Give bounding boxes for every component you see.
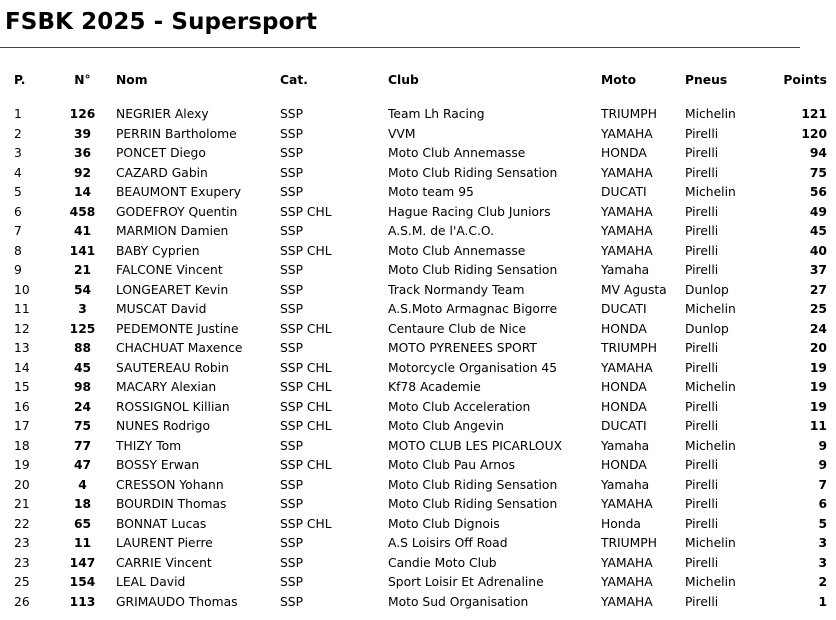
- cell-number: 458: [69, 204, 96, 219]
- cell-number: 88: [73, 341, 92, 355]
- cell-points: 56: [809, 185, 827, 199]
- cell-position: 26: [14, 594, 30, 609]
- cell-category: SSP: [280, 126, 304, 141]
- cell-points: 19: [809, 360, 827, 375]
- cell-position: 20: [14, 477, 30, 492]
- cell-tyres: Michelin: [685, 107, 736, 121]
- cell-points: 75: [809, 165, 827, 180]
- cell-name: CARRIE Vincent: [116, 555, 212, 570]
- cell-number: 3: [78, 302, 87, 316]
- cell-name: BOURDIN Thomas: [116, 497, 227, 511]
- cell-tyres: Michelin: [685, 438, 736, 453]
- cell-bike: YAMAHA: [601, 594, 653, 609]
- table-row: [0, 359, 836, 379]
- cell-number: 24: [73, 399, 92, 414]
- cell-category: SSP: [280, 282, 304, 297]
- cell-tyres: Dunlop: [685, 282, 729, 297]
- cell-category: SSP CHL: [280, 458, 332, 472]
- cell-club: VVM: [388, 126, 416, 141]
- cell-category: SSP: [280, 107, 304, 121]
- cell-position: 16: [14, 399, 30, 414]
- cell-position: 9: [14, 263, 22, 277]
- cell-points: 5: [818, 516, 827, 531]
- cell-position: 25: [14, 575, 30, 589]
- cell-category: SSP CHL: [280, 516, 332, 531]
- cell-tyres: Pirelli: [685, 204, 719, 219]
- cell-tyres: Michelin: [685, 185, 736, 199]
- cell-points: 45: [809, 224, 827, 238]
- cell-name: BABY Cyprien: [116, 243, 200, 258]
- cell-club: A.S.M. de l'A.C.O.: [388, 224, 495, 238]
- cell-number: 54: [73, 282, 92, 297]
- cell-category: SSP CHL: [280, 360, 332, 375]
- cell-bike: Yamaha: [601, 477, 650, 492]
- cell-club: MOTO PYRENEES SPORT: [388, 341, 537, 355]
- cell-position: 5: [14, 185, 22, 199]
- table-row: [0, 203, 836, 223]
- header-name: Nom: [116, 73, 148, 87]
- cell-bike: HONDA: [601, 321, 647, 336]
- table-row: [0, 476, 836, 496]
- cell-tyres: Pirelli: [685, 243, 719, 258]
- header-category: Cat.: [280, 73, 308, 87]
- cell-tyres: Pirelli: [685, 165, 719, 180]
- cell-bike: TRIUMPH: [601, 341, 657, 355]
- cell-club: A.S.Moto Armagnac Bigorre: [388, 302, 558, 316]
- cell-club: Moto Sud Organisation: [388, 594, 529, 609]
- cell-position: 11: [14, 302, 30, 316]
- cell-tyres: Michelin: [685, 380, 736, 394]
- cell-number: 147: [69, 555, 96, 570]
- cell-tyres: Pirelli: [685, 360, 719, 375]
- cell-club: Moto Club Acceleration: [388, 399, 531, 414]
- table-row: [0, 222, 836, 242]
- table-row: [0, 398, 836, 418]
- cell-position: 15: [14, 380, 30, 394]
- table-row: [0, 183, 836, 203]
- cell-category: SSP: [280, 555, 304, 570]
- cell-points: 7: [818, 477, 827, 492]
- cell-club: Moto Club Annemasse: [388, 146, 526, 160]
- cell-number: 11: [73, 536, 92, 550]
- cell-bike: YAMAHA: [601, 165, 653, 180]
- cell-club: Moto Club Angevin: [388, 419, 504, 433]
- cell-number: 126: [69, 107, 96, 121]
- cell-name: PONCET Diego: [116, 146, 206, 160]
- cell-bike: HONDA: [601, 458, 647, 472]
- cell-position: 23: [14, 555, 30, 570]
- cell-points: 3: [818, 555, 827, 570]
- cell-name: MACARY Alexian: [116, 380, 217, 394]
- cell-name: BEAUMONT Exupery: [116, 185, 242, 199]
- cell-tyres: Michelin: [685, 536, 736, 550]
- cell-club: Moto Club Dignois: [388, 516, 500, 531]
- cell-points: 19: [809, 399, 827, 414]
- cell-number: 41: [73, 224, 92, 238]
- cell-bike: HONDA: [601, 380, 647, 394]
- cell-position: 18: [14, 438, 30, 453]
- cell-bike: DUCATI: [601, 419, 647, 433]
- cell-bike: Yamaha: [601, 438, 650, 453]
- cell-number: 125: [69, 321, 96, 336]
- cell-number: 4: [78, 477, 87, 492]
- cell-name: ROSSIGNOL Killian: [116, 399, 230, 414]
- cell-club: Moto Club Riding Sensation: [388, 263, 558, 277]
- cell-tyres: Pirelli: [685, 419, 719, 433]
- cell-points: 1: [818, 594, 827, 609]
- header-points: Points: [783, 73, 827, 87]
- table-row: [0, 417, 836, 437]
- header-number: N°: [74, 73, 91, 87]
- cell-bike: YAMAHA: [601, 224, 653, 238]
- cell-tyres: Pirelli: [685, 516, 719, 531]
- cell-points: 40: [809, 243, 827, 258]
- cell-club: Candie Moto Club: [388, 555, 497, 570]
- table-row: [0, 164, 836, 184]
- cell-tyres: Pirelli: [685, 126, 719, 141]
- cell-number: 45: [73, 360, 92, 375]
- cell-category: SSP CHL: [280, 380, 332, 394]
- cell-points: 2: [818, 575, 827, 589]
- cell-name: THIZY Tom: [116, 438, 182, 453]
- table-row: [0, 573, 836, 593]
- cell-number: 14: [73, 185, 92, 199]
- cell-name: NEGRIER Alexy: [116, 107, 209, 121]
- cell-position: 21: [14, 497, 30, 511]
- standings-table: [0, 70, 836, 612]
- table-row: [0, 534, 836, 554]
- cell-name: BONNAT Lucas: [116, 516, 207, 531]
- cell-bike: YAMAHA: [601, 243, 653, 258]
- cell-position: 13: [14, 341, 30, 355]
- cell-bike: DUCATI: [601, 185, 647, 199]
- cell-club: Track Normandy Team: [388, 282, 525, 297]
- cell-bike: YAMAHA: [601, 555, 653, 570]
- cell-category: SSP CHL: [280, 204, 332, 219]
- table-row: [0, 125, 836, 145]
- cell-points: 6: [818, 497, 827, 511]
- table-row: [0, 261, 836, 281]
- cell-points: 19: [809, 380, 827, 394]
- cell-name: BOSSY Erwan: [116, 458, 200, 472]
- cell-category: SSP: [280, 497, 304, 511]
- title-divider: [0, 47, 800, 48]
- header-club: Club: [388, 73, 419, 87]
- cell-points: 94: [809, 146, 827, 160]
- cell-bike: HONDA: [601, 399, 647, 414]
- cell-name: LEAL David: [116, 575, 186, 589]
- cell-tyres: Pirelli: [685, 399, 719, 414]
- table-header-row: [0, 70, 836, 91]
- cell-number: 36: [73, 146, 92, 160]
- cell-number: 21: [73, 263, 92, 277]
- cell-category: SSP: [280, 594, 304, 609]
- table-row: [0, 242, 836, 262]
- cell-club: Moto team 95: [388, 185, 474, 199]
- header-tyres: Pneus: [685, 73, 728, 87]
- cell-position: 14: [14, 360, 30, 375]
- cell-position: 10: [14, 282, 30, 297]
- cell-tyres: Michelin: [685, 575, 736, 589]
- cell-tyres: Pirelli: [685, 263, 719, 277]
- table-row: [0, 378, 836, 398]
- cell-name: GODEFROY Quentin: [116, 204, 238, 219]
- cell-position: 23: [14, 536, 30, 550]
- cell-points: 120: [801, 126, 827, 141]
- table-row: [0, 339, 836, 359]
- cell-tyres: Dunlop: [685, 321, 729, 336]
- cell-category: SSP CHL: [280, 243, 332, 258]
- cell-bike: YAMAHA: [601, 204, 653, 219]
- cell-name: CRESSON Yohann: [116, 477, 224, 492]
- cell-points: 11: [809, 419, 827, 433]
- cell-tyres: Pirelli: [685, 224, 719, 238]
- cell-position: 17: [14, 419, 30, 433]
- cell-bike: MV Agusta: [601, 282, 667, 297]
- cell-name: MUSCAT David: [116, 302, 207, 316]
- header-bike: Moto: [601, 73, 637, 87]
- cell-bike: DUCATI: [601, 302, 647, 316]
- cell-tyres: Pirelli: [685, 341, 719, 355]
- cell-bike: TRIUMPH: [601, 107, 657, 121]
- cell-club: Motorcycle Organisation 45: [388, 360, 558, 375]
- cell-position: 4: [14, 165, 22, 180]
- cell-points: 20: [809, 341, 827, 355]
- cell-category: SSP: [280, 477, 304, 492]
- cell-bike: YAMAHA: [601, 575, 653, 589]
- page-title: FSBK 2025 - Supersport: [5, 9, 318, 35]
- cell-position: 19: [14, 458, 30, 472]
- cell-club: Team Lh Racing: [388, 107, 485, 121]
- cell-club: Moto Club Riding Sensation: [388, 497, 558, 511]
- cell-category: SSP CHL: [280, 419, 332, 433]
- cell-points: 9: [818, 438, 827, 453]
- cell-number: 113: [69, 594, 96, 609]
- table-row: [0, 554, 836, 574]
- cell-points: 49: [809, 204, 827, 219]
- cell-number: 65: [73, 516, 92, 531]
- cell-club: Moto Club Riding Sensation: [388, 477, 558, 492]
- cell-position: 6: [14, 204, 22, 219]
- cell-position: 7: [14, 224, 22, 238]
- cell-club: Kf78 Academie: [388, 380, 481, 394]
- cell-number: 98: [73, 380, 92, 394]
- cell-name: SAUTEREAU Robin: [116, 360, 229, 375]
- cell-tyres: Pirelli: [685, 458, 719, 472]
- table-row: [0, 300, 836, 320]
- cell-category: SSP: [280, 185, 304, 199]
- header-position: P.: [14, 73, 26, 87]
- cell-club: Hague Racing Club Juniors: [388, 204, 551, 219]
- standings-body: [0, 91, 836, 612]
- table-row: [0, 320, 836, 340]
- cell-club: A.S Loisirs Off Road: [388, 536, 508, 550]
- table-row: [0, 144, 836, 164]
- cell-number: 92: [73, 165, 92, 180]
- cell-position: 22: [14, 516, 30, 531]
- cell-name: PEDEMONTE Justine: [116, 321, 239, 336]
- cell-category: SSP: [280, 263, 304, 277]
- table-row: [0, 593, 836, 613]
- cell-points: 24: [809, 321, 827, 336]
- cell-number: 141: [69, 243, 96, 258]
- cell-category: SSP: [280, 165, 304, 180]
- cell-club: Moto Club Pau Arnos: [388, 458, 515, 472]
- cell-category: SSP: [280, 438, 304, 453]
- cell-bike: YAMAHA: [601, 360, 653, 375]
- cell-category: SSP: [280, 536, 304, 550]
- cell-number: 154: [69, 575, 96, 589]
- cell-bike: TRIUMPH: [601, 536, 657, 550]
- cell-category: SSP CHL: [280, 321, 332, 336]
- cell-tyres: Michelin: [685, 302, 736, 316]
- cell-category: SSP: [280, 302, 304, 316]
- cell-points: 25: [809, 302, 827, 316]
- table-row: [0, 281, 836, 301]
- cell-name: LAURENT Pierre: [116, 536, 213, 550]
- cell-points: 37: [809, 263, 827, 277]
- cell-name: CHACHUAT Maxence: [116, 341, 243, 355]
- cell-name: CAZARD Gabin: [116, 165, 208, 180]
- cell-number: 39: [73, 126, 92, 141]
- cell-club: Moto Club Riding Sensation: [388, 165, 558, 180]
- table-row: [0, 91, 836, 125]
- cell-position: 1: [14, 107, 22, 121]
- cell-category: SSP: [280, 224, 304, 238]
- cell-bike: Honda: [601, 516, 641, 531]
- cell-category: SSP: [280, 146, 304, 160]
- cell-name: LONGEARET Kevin: [116, 282, 229, 297]
- table-row: [0, 437, 836, 457]
- cell-tyres: Pirelli: [685, 497, 719, 511]
- cell-position: 3: [14, 146, 22, 160]
- cell-number: 77: [73, 438, 92, 453]
- cell-points: 3: [818, 536, 827, 550]
- cell-club: MOTO CLUB LES PICARLOUX: [388, 438, 562, 453]
- cell-tyres: Pirelli: [685, 477, 719, 492]
- cell-category: SSP CHL: [280, 399, 332, 414]
- table-row: [0, 515, 836, 535]
- cell-bike: YAMAHA: [601, 126, 653, 141]
- cell-name: FALCONE Vincent: [116, 263, 223, 277]
- cell-name: MARMION Damien: [116, 224, 229, 238]
- cell-tyres: Pirelli: [685, 555, 719, 570]
- cell-points: 9: [818, 458, 827, 472]
- cell-name: NUNES Rodrigo: [116, 419, 211, 433]
- cell-category: SSP: [280, 575, 304, 589]
- cell-position: 12: [14, 321, 30, 336]
- table-row: [0, 456, 836, 476]
- cell-position: 2: [14, 126, 22, 141]
- cell-category: SSP: [280, 341, 304, 355]
- cell-bike: YAMAHA: [601, 497, 653, 511]
- cell-number: 47: [73, 458, 92, 472]
- cell-points: 27: [809, 282, 827, 297]
- cell-points: 121: [801, 107, 827, 121]
- cell-bike: HONDA: [601, 146, 647, 160]
- cell-club: Moto Club Annemasse: [388, 243, 526, 258]
- cell-club: Centaure Club de Nice: [388, 321, 527, 336]
- cell-club: Sport Loisir Et Adrenaline: [388, 575, 544, 589]
- cell-name: PERRIN Bartholome: [116, 126, 237, 141]
- cell-number: 18: [73, 497, 92, 511]
- cell-position: 8: [14, 243, 22, 258]
- table-row: [0, 495, 836, 515]
- cell-bike: Yamaha: [601, 263, 650, 277]
- cell-tyres: Pirelli: [685, 146, 719, 160]
- cell-tyres: Pirelli: [685, 594, 719, 609]
- cell-number: 75: [73, 419, 92, 433]
- cell-name: GRIMAUDO Thomas: [116, 594, 238, 609]
